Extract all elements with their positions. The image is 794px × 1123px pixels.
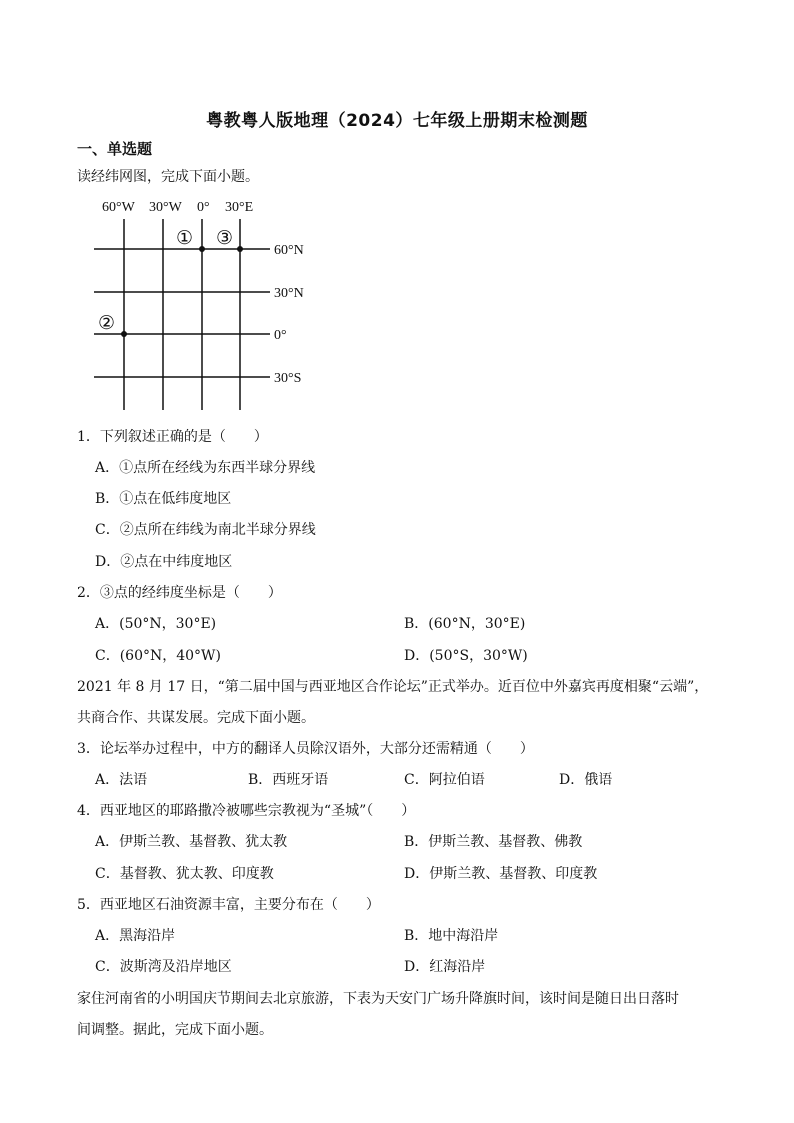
lon-label-0: 0° bbox=[197, 200, 210, 215]
page-title: 粤教粤人版地理（2024）七年级上册期末检测题 bbox=[206, 111, 588, 131]
question-2-option-d: D．(50°S，30°W) bbox=[404, 648, 528, 664]
question-3-option-c: C．阿拉伯语 bbox=[404, 772, 485, 788]
point-2-label: ② bbox=[98, 313, 116, 334]
intro-forum-line-1: 2021 年 8 月 17 日，“第二届中国与西亚地区合作论坛”正式举办。近百位中外嘉宾再度相聚“云端”， bbox=[77, 679, 709, 695]
question-2-stem: 2．③点的经纬度坐标是（ ） bbox=[77, 585, 282, 601]
lon-label-30e: 30°E bbox=[225, 200, 254, 215]
question-3-stem: 3．论坛举办过程中，中方的翻译人员除汉语外，大部分还需精通（ ） bbox=[77, 741, 534, 757]
lat-label-30s: 30°S bbox=[274, 371, 302, 386]
question-5-stem: 5．西亚地区石油资源丰富，主要分布在（ ） bbox=[77, 897, 380, 913]
question-4-stem: 4．西亚地区的耶路撒冷被哪些宗教视为“圣城”（ ） bbox=[77, 803, 416, 819]
lat-label-60n: 60°N bbox=[274, 243, 304, 258]
lon-label-30w: 30°W bbox=[149, 200, 182, 215]
intro-flag-line-2: 间调整。据此，完成下面小题。 bbox=[77, 1022, 273, 1038]
question-1-option-c: C．②点所在纬线为南北半球分界线 bbox=[95, 522, 316, 538]
lat-lon-grid-map bbox=[90, 195, 330, 413]
question-2-option-c: C．(60°N，40°W) bbox=[95, 648, 221, 664]
point-2-dot bbox=[121, 331, 127, 337]
point-3-label: ③ bbox=[216, 228, 234, 249]
point-1-dot bbox=[199, 246, 205, 252]
question-1-stem: 1．下列叙述正确的是（ ） bbox=[77, 429, 268, 445]
question-3-option-a: A．法语 bbox=[95, 772, 148, 788]
question-5-option-d: D．红海沿岸 bbox=[404, 959, 486, 975]
question-2-option-b: B．(60°N，30°E) bbox=[404, 616, 526, 632]
lon-label-60w: 60°W bbox=[102, 200, 135, 215]
question-4-option-d: D．伊斯兰教、基督教、印度教 bbox=[404, 866, 598, 882]
question-1-option-a: A．①点所在经线为东西半球分界线 bbox=[95, 460, 316, 476]
question-3-option-b: B．西班牙语 bbox=[248, 772, 329, 788]
question-5-option-a: A．黑海沿岸 bbox=[95, 928, 176, 944]
question-1-option-b: B．①点在低纬度地区 bbox=[95, 491, 232, 507]
question-1-option-d: D．②点在中纬度地区 bbox=[95, 554, 233, 570]
intro-map-questions: 读经纬网图，完成下面小题。 bbox=[77, 169, 259, 185]
lat-label-30n: 30°N bbox=[274, 286, 304, 301]
intro-forum-line-2: 共商合作、共谋发展。完成下面小题。 bbox=[77, 710, 315, 726]
point-1-label: ① bbox=[176, 228, 194, 249]
question-3-option-d: D．俄语 bbox=[559, 772, 613, 788]
question-4-option-c: C．基督教、犹太教、印度教 bbox=[95, 866, 274, 882]
question-4-option-a: A．伊斯兰教、基督教、犹太教 bbox=[95, 834, 288, 850]
question-5-option-c: C．波斯湾及沿岸地区 bbox=[95, 959, 232, 975]
question-4-option-b: B．伊斯兰教、基督教、佛教 bbox=[404, 834, 583, 850]
question-5-option-b: B．地中海沿岸 bbox=[404, 928, 499, 944]
question-2-option-a: A．(50°N，30°E) bbox=[95, 616, 217, 632]
lat-label-0: 0° bbox=[274, 328, 287, 343]
point-3-dot bbox=[237, 246, 243, 252]
section-heading: 一、单选题 bbox=[77, 140, 153, 158]
intro-flag-line-1: 家住河南省的小明国庆节期间去北京旅游，下表为天安门广场升降旗时间，该时间是随日出日落时 bbox=[77, 991, 679, 1007]
